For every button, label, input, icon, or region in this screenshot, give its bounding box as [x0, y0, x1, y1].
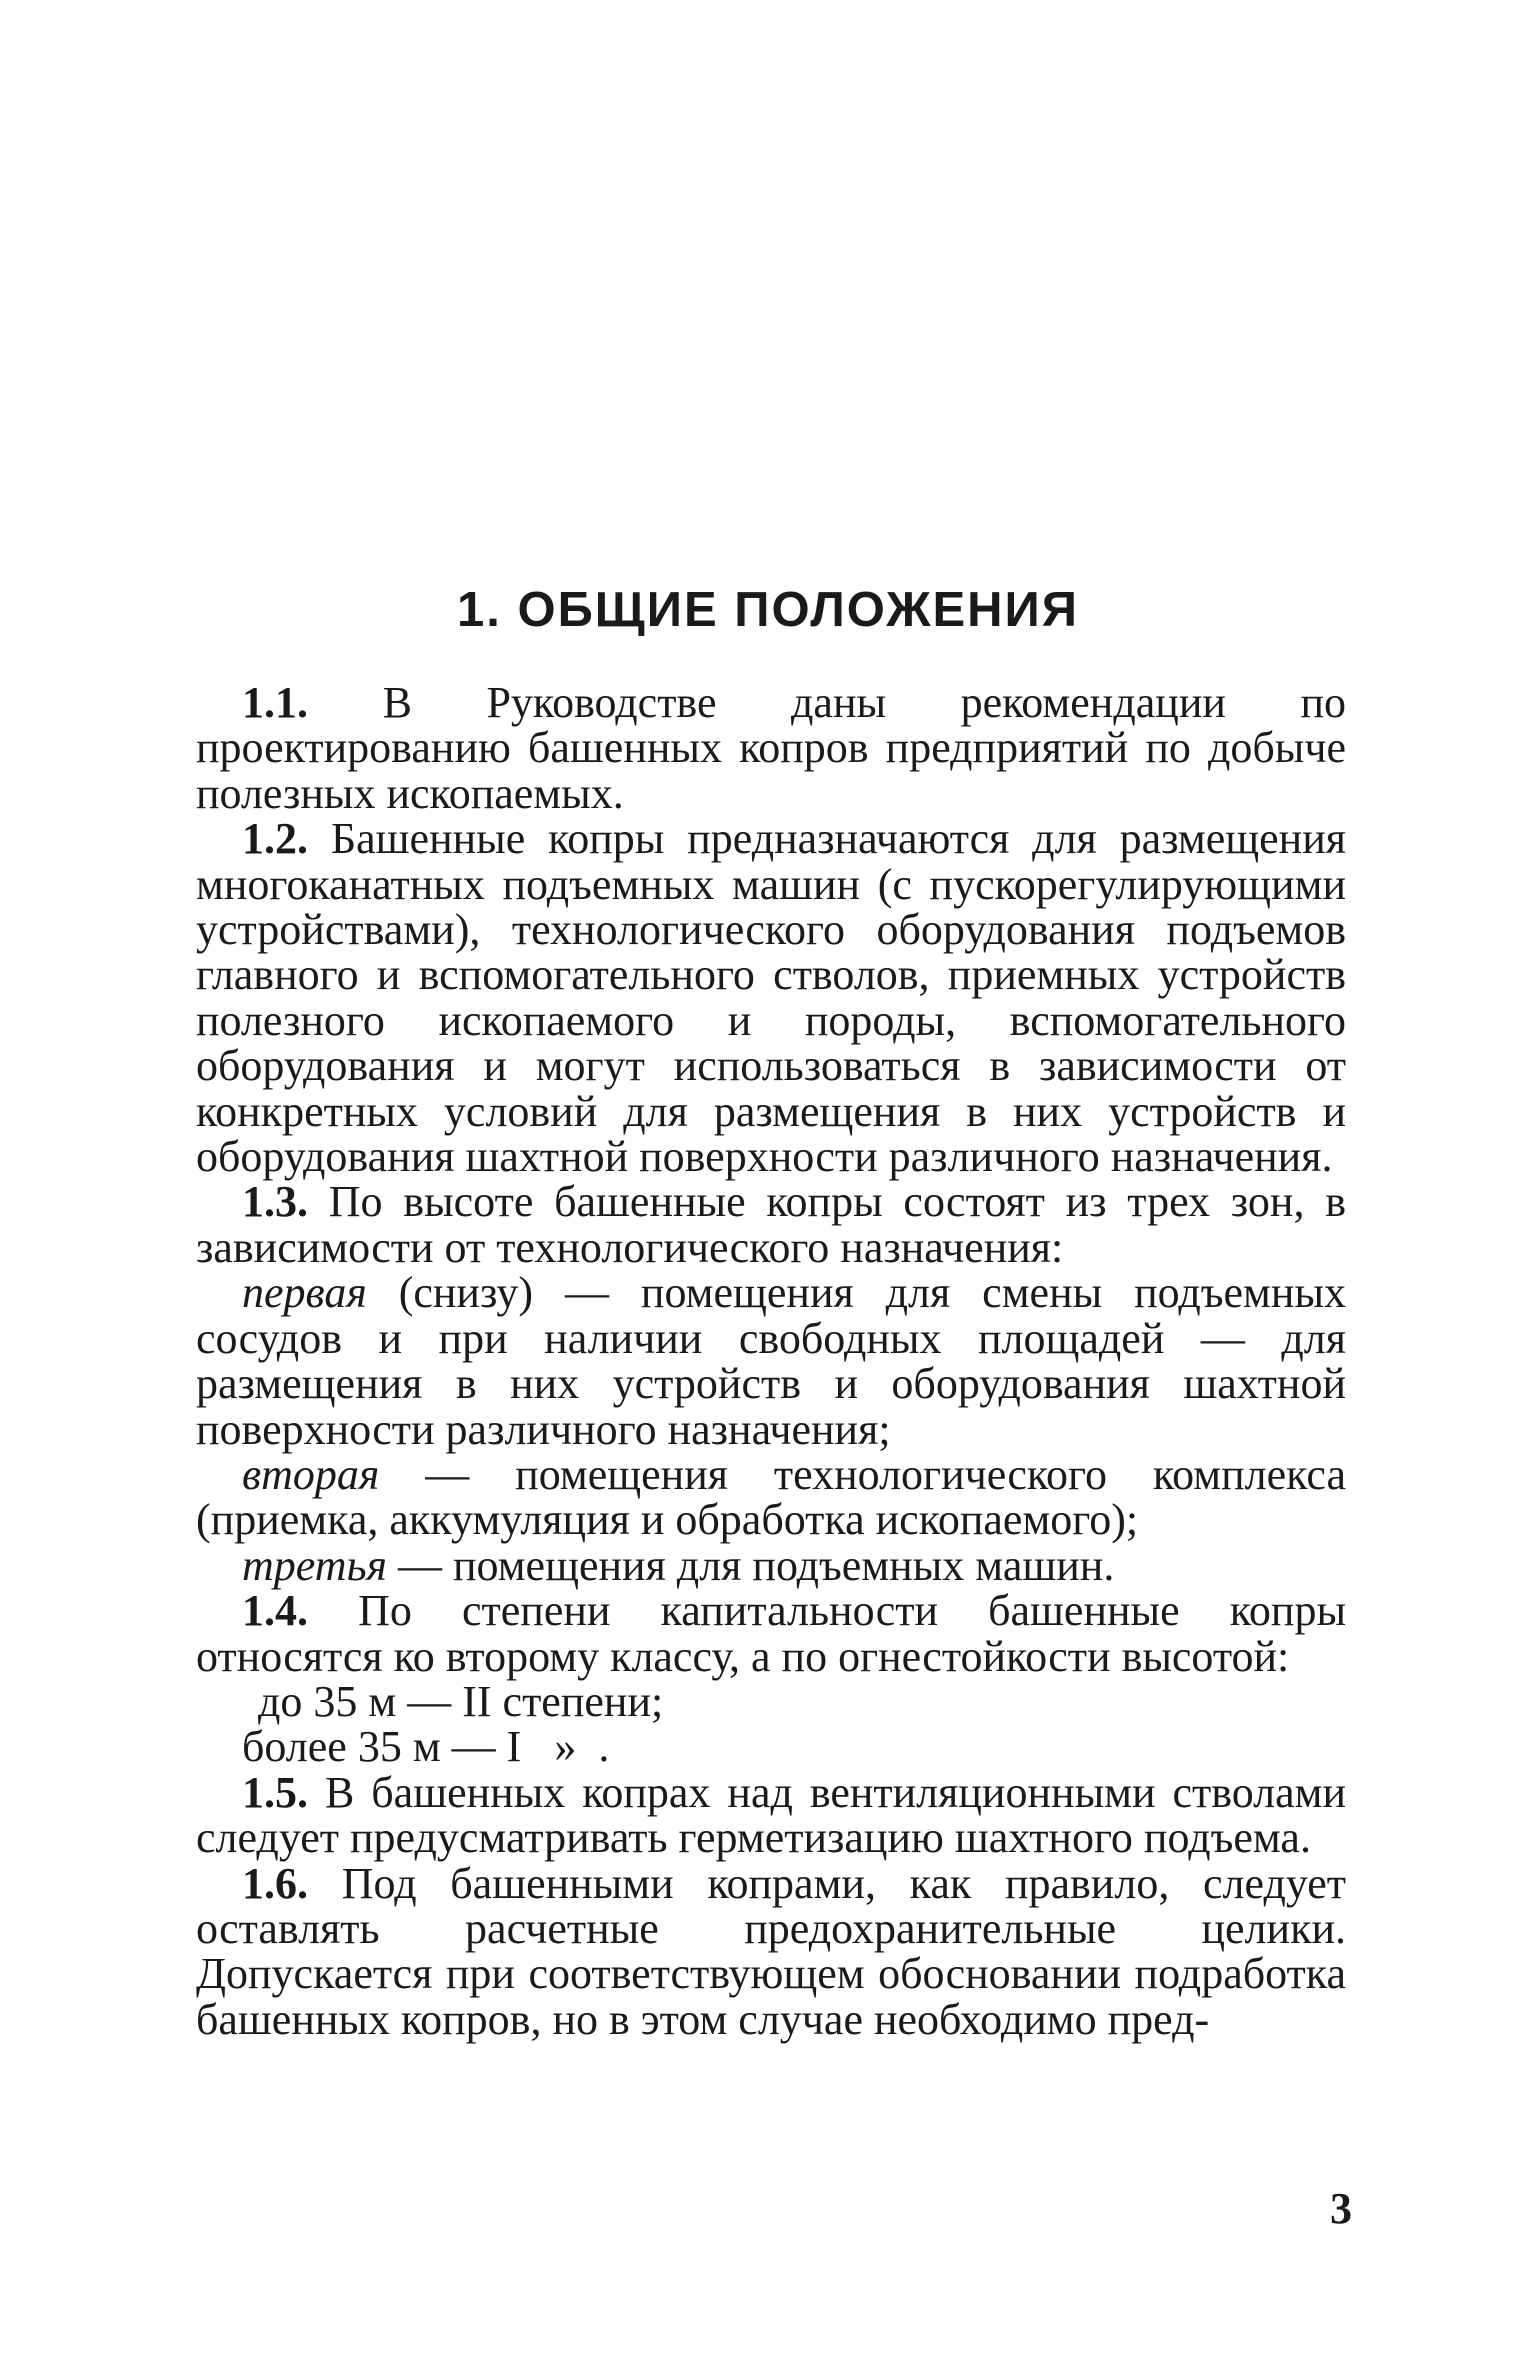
zone-term: первая [242, 1268, 367, 1318]
zone-third [196, 1540, 1346, 1590]
zone-text: (снизу) — помещения для смены подъемных сосудов и при наличии свободных площадей — для размещения в них устройств и оборудования шахтной поверхности различного назначения; [196, 1268, 1346, 1454]
paragraph-text: По степени капитальности башенные копры относятся ко второму классу, а по огнестойкости высотой: [196, 1586, 1347, 1681]
zone-term: третья [242, 1540, 387, 1590]
zone-first [196, 1270, 1346, 1452]
paragraph-text: Под башенными копрами, как правило, следует оставлять расчетные предохранительные целики. Допускается при соответствующем обосновании подработка башенных копров, но в этом случае необходимо пред- [196, 1858, 1347, 2044]
fire-resistance-line-1: до 35 м — II степени; [258, 1676, 664, 1726]
paragraph-text: Башенные копры предназначаются для размещения многоканатных подъемных машин (с пускорегулирующими устройствами), технологического оборудования подъемов главного и вспомогательного стволов, приемных устройств полезного ископаемого и породы, вспомогательного оборудования и могут использоваться в зависимости от конкретных условий для размещения в них устройств и оборудования шахтной поверхности различного назначения. [196, 814, 1347, 1182]
section-heading: 1. ОБЩИЕ ПОЛОЖЕНИЯ [456, 583, 1079, 637]
paragraph-number: 1.5. [242, 1767, 308, 1817]
paragraph-1-1 [196, 680, 1346, 816]
zone-text: — помещения технологического комплекса (приемка, аккумуляция и обработка ископаемого); [196, 1449, 1346, 1545]
paragraph-text: В башенных копрах над вентиляционными стволами следует предусматривать герметизацию шахтного подъема. [196, 1767, 1347, 1863]
paragraph-1-5 [196, 1767, 1347, 1863]
paragraph-number: 1.2. [242, 814, 308, 864]
paragraph-number: 1.3. [242, 1177, 308, 1227]
fire-resistance-line-2: более 35 м — I » . [242, 1722, 610, 1772]
paragraph-1-3 [196, 1179, 1346, 1270]
paragraph-1-2 [196, 814, 1347, 1182]
zone-term: вторая [242, 1449, 380, 1499]
paragraph-1-6 [196, 1858, 1347, 2044]
page-number: 3 [1330, 2184, 1352, 2233]
body-text [196, 680, 1346, 2042]
paragraph-text: По высоте башенные копры состоят из трех зон, в зависимости от технологического назначения: [196, 1177, 1346, 1272]
paragraph-number: 1.4. [242, 1586, 308, 1636]
zone-text: — помещения для подъемных машин. [386, 1540, 1115, 1590]
paragraph-number: 1.6. [242, 1858, 308, 1908]
paragraph-1-4 [196, 1588, 1346, 1679]
paragraph-number: 1.1. [242, 678, 308, 727]
zone-second [196, 1449, 1346, 1545]
paragraph-text: В Руководстве даны рекомендации по проектированию башенных копров предприятий по добыче полезных ископаемых. [196, 678, 1347, 818]
